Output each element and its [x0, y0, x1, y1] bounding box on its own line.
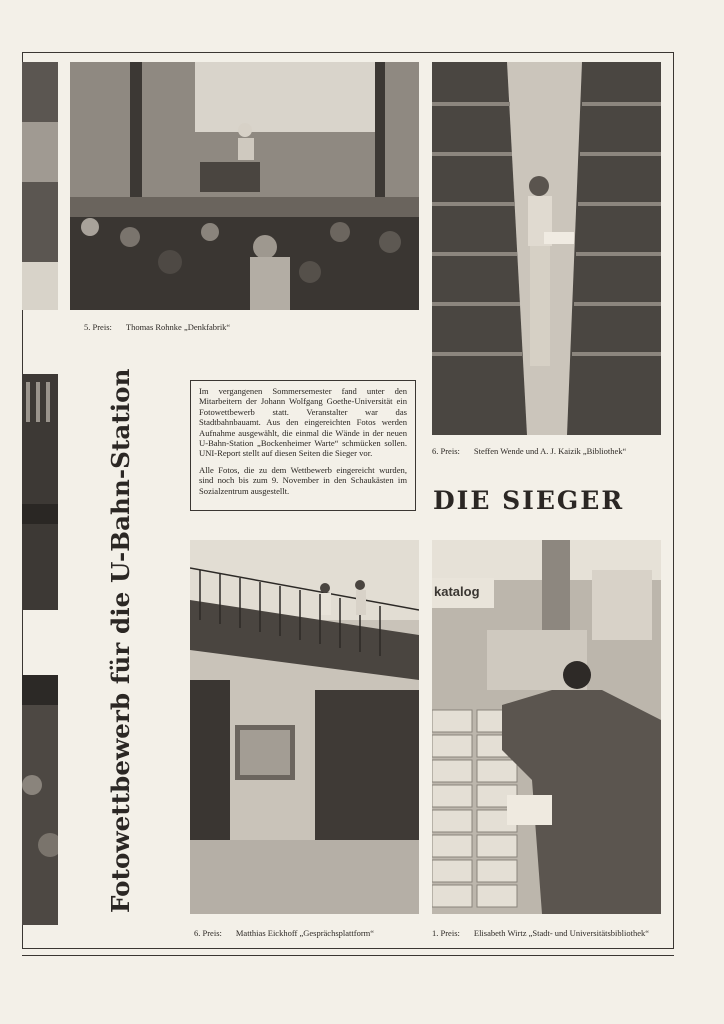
edge-photo-mid: [22, 374, 58, 610]
photo-sign-katalog: katalog: [434, 584, 480, 599]
photo-bibliothek: [432, 62, 661, 435]
caption-text: Elisabeth Wirtz „Stadt- und Universitätsbibliothek“: [473, 928, 650, 938]
caption-prize: 6. Preis:: [432, 446, 460, 456]
intro-paragraph-2: Alle Fotos, die zu dem Wettbewerb eingereicht wurden, sind noch bis zum 9. November in den Schaukästen im Sozialzentrum ausgestellt.: [199, 464, 407, 496]
caption-denkfabrik: [84, 322, 414, 332]
intro-paragraph-1: Im vergangenen Sommersemester fand unter den Mitarbeitern der Johann Wolfgang Goethe-Universität ein Fotowettbewerb statt. Veranstalter war das Stadtbahnbauamt. Aus den eingereichten Fotos werden Aufnahme ausgewählt, die einmal die Wände in der neuen U-Bahn-Station „Bockenheimer Warte“ schmücken sollen. UNI-Report stellt auf diesen Seiten die Sieger vor.: [199, 386, 407, 459]
vertical-title-text: Fotowettbewerb für die U-Bahn-Station: [106, 368, 135, 913]
caption-gespraechsplattform: [194, 928, 424, 938]
caption-text: Matthias Eickhoff „Gesprächsplattform“: [235, 928, 375, 938]
caption-prize: 5. Preis:: [84, 322, 112, 332]
intro-box: [190, 380, 416, 511]
bottom-rule: [22, 955, 674, 956]
photo-denkfabrik: [70, 62, 419, 310]
edge-photo-bottom: [22, 675, 58, 925]
caption-text: Steffen Wende und A. J. Kaizik „Bibliothek“: [473, 446, 627, 456]
photo-gespraechsplattform: [190, 540, 419, 914]
edge-photo-top: [22, 62, 58, 310]
caption-bibliothek: [432, 446, 662, 456]
caption-stadtbibliothek: [432, 928, 664, 938]
caption-prize: 6. Preis:: [194, 928, 222, 938]
headline: DIE SIEGER: [433, 486, 625, 515]
caption-prize: 1. Preis:: [432, 928, 460, 938]
caption-text: Thomas Rohnke „Denkfabrik“: [125, 322, 231, 332]
